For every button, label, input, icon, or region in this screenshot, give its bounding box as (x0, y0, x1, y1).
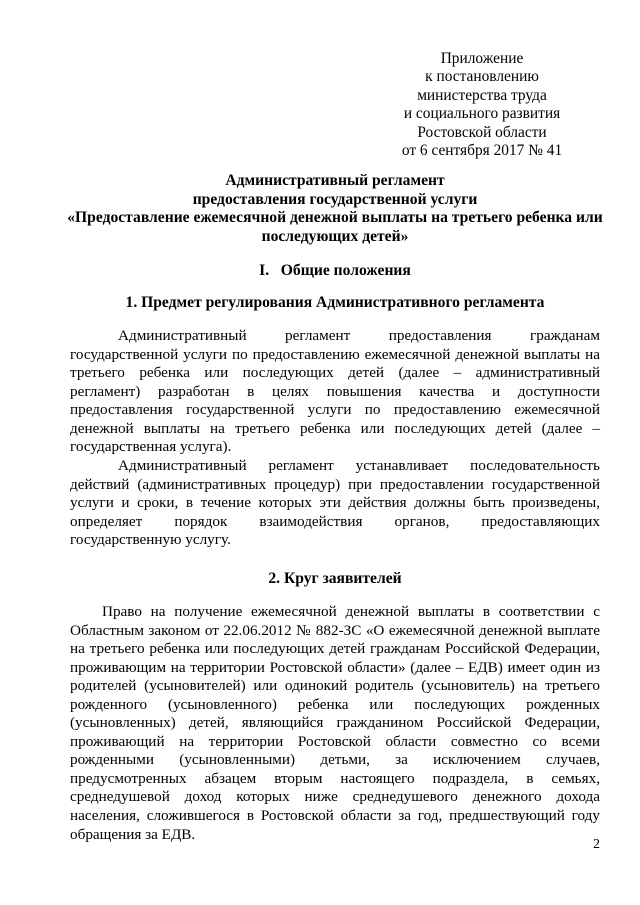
paragraph-line: действий (административных процедур) при предоставлении государственной (70, 475, 600, 493)
paragraph-line: определяет порядок взаимодействия органов, предоставляющих (70, 512, 600, 530)
paragraph-line: родителей (усыновителей) или одинокий родитель (усыновитель) на третьего (70, 677, 600, 695)
paragraph-line: регламент) разработан в целях повышения качества и доступности (70, 382, 600, 400)
paragraph-line: населения, сложившегося в Ростовской области за год, предшествующий году (70, 807, 600, 825)
appendix-line: и социального развития (403, 105, 561, 123)
paragraph-line: предоставления государственной услуги по предоставлению ежемесячной (70, 401, 600, 419)
paragraph-line: государственную услугу. (70, 531, 231, 549)
subsection-heading-subject: 1. Предмет регулирования Административного регламента (125, 294, 545, 311)
subject-paragraph-2 (70, 457, 600, 550)
paragraph-line: Административный регламент устанавливает последовательность (118, 457, 600, 474)
paragraph-line: проживающим на территории Ростовской области» (далее – ЕДВ) имеет один из (70, 658, 600, 676)
paragraph-line: (усыновленных) детей, являющийся гражданином Российской Федерации, (70, 714, 600, 732)
applicants-paragraph (70, 603, 600, 844)
paragraph-line: Административный регламент предоставления гражданам (118, 327, 600, 344)
page-number: 2 (593, 837, 600, 852)
appendix-line: к постановлению (425, 68, 539, 86)
paragraph-line: рожденными (усыновленными) детьми, за исключением случаев, (70, 751, 600, 769)
paragraph-line: обращения за ЕДВ. (70, 825, 196, 843)
appendix-line: Приложение (440, 50, 524, 67)
paragraph-line: рожденного (усыновленного) ребенка или последующих рожденных (70, 695, 600, 713)
document-title (40, 172, 630, 246)
subsection-heading-applicants: 2. Круг заявителей (268, 570, 402, 587)
appendix-line: министерства труда (417, 86, 547, 104)
title-line: Административный регламент (225, 172, 445, 189)
title-line: «Предоставление ежемесячной денежной выплаты на третьего ребенка или (67, 209, 603, 227)
appendix-block (382, 50, 582, 160)
paragraph-line: третьего ребенка или последующих детей (далее – административный (70, 364, 600, 382)
paragraph-line: государственной услуги по предоставлению ежемесячной денежной выплаты на (70, 345, 600, 363)
paragraph-line: денежной выплаты на третьего ребенка или последующих детей (далее – (70, 419, 600, 437)
paragraph-line: государственная услуга). (70, 438, 232, 456)
paragraph-line: Областным законом от 22.06.2012 № 882-ЗС «О ежемесячной денежной выплате (70, 621, 600, 639)
paragraph-line: на третьего ребенка или последующих детей гражданам Российской Федерации, (70, 640, 600, 658)
title-line: предоставления государственной услуги (192, 190, 478, 208)
title-line: последующих детей» (261, 227, 409, 245)
paragraph-line: среднедушевой доход которых ниже среднедушевого денежного дохода (70, 788, 600, 806)
paragraph-line: проживающий на территории Ростовской области совместно со всеми (70, 732, 600, 750)
appendix-line: Ростовской области (417, 123, 547, 141)
section-heading-general: I. Общие положения (259, 262, 411, 279)
paragraph-line: предусмотренных абзацем вторым настоящего подраздела, в семьях, (70, 769, 600, 787)
appendix-line: от 6 сентября 2017 № 41 (401, 142, 563, 160)
subject-paragraph-1 (70, 327, 600, 457)
paragraph-line: услуги и сроки, в течение которых эти действия должны быть произведены, (70, 494, 600, 512)
paragraph-line: Право на получение ежемесячной денежной выплаты в соответствии с (102, 603, 600, 620)
